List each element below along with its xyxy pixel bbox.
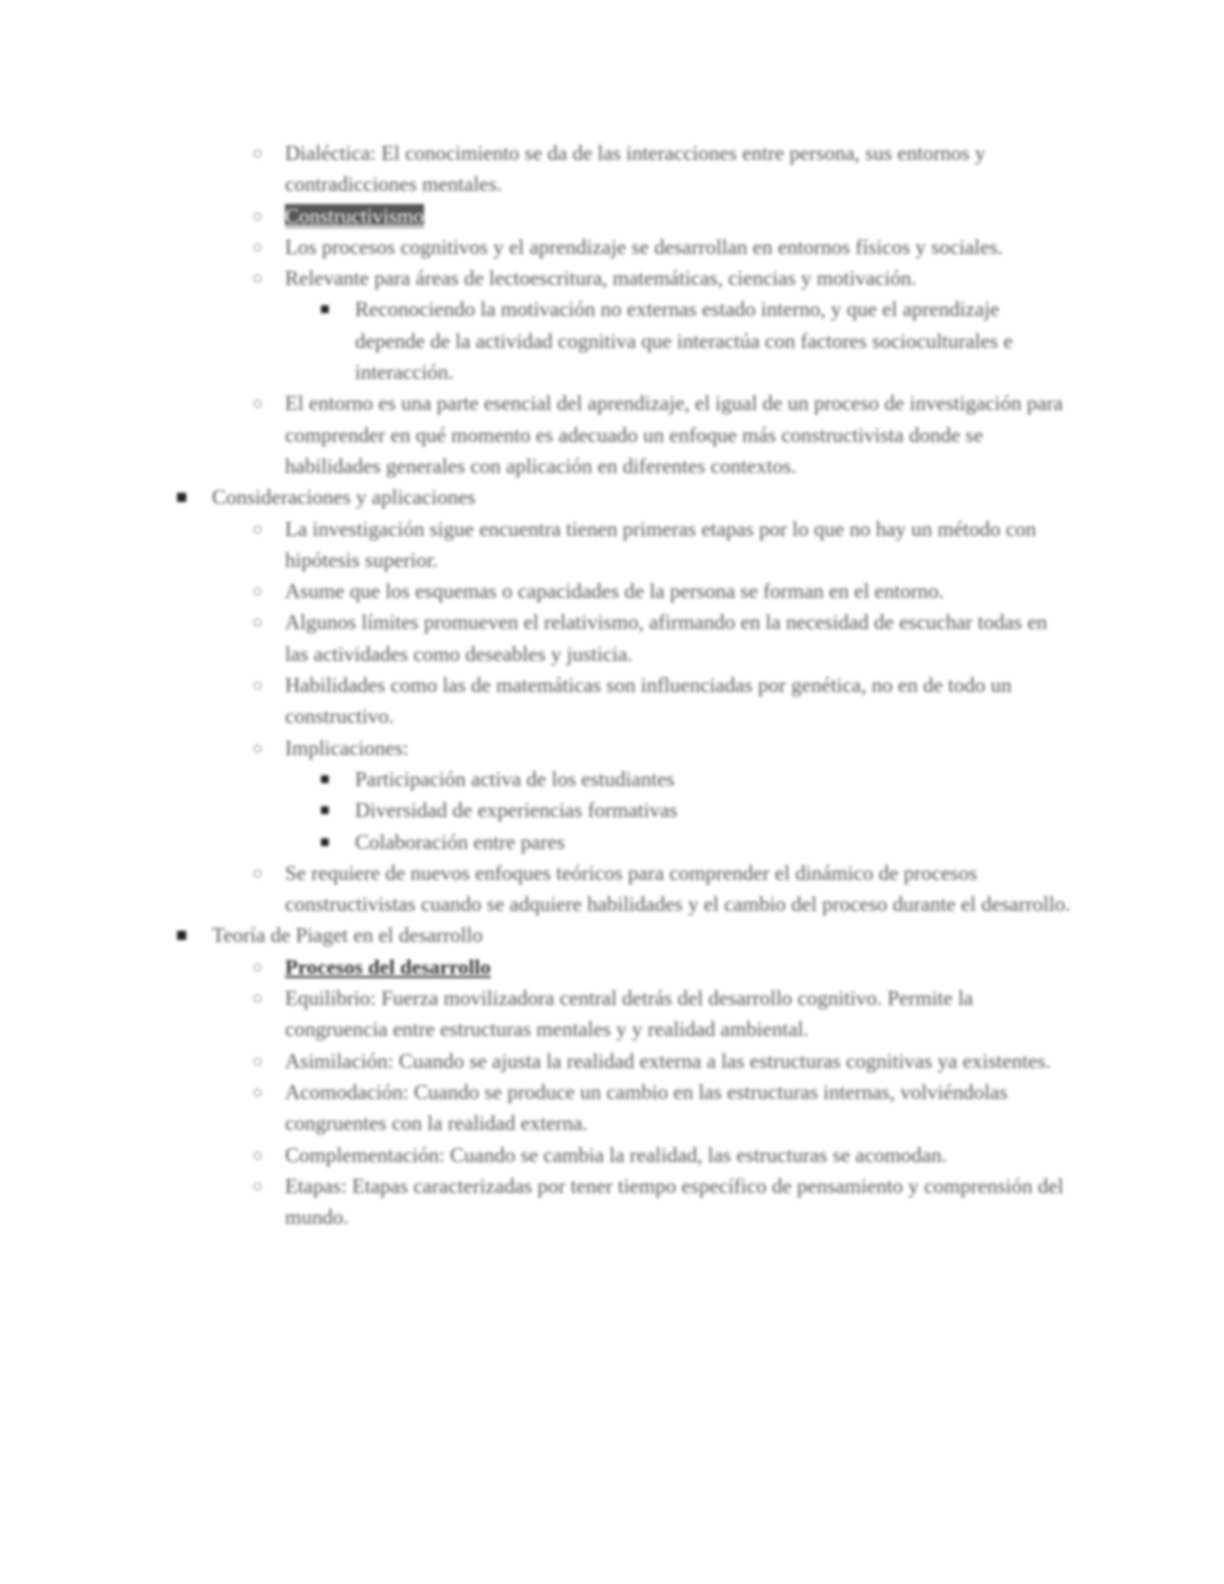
list-item xyxy=(0,1140,1224,1171)
list-item xyxy=(0,514,1224,577)
bullet-icon: ○ xyxy=(252,988,263,1009)
list-item xyxy=(0,733,1224,764)
list-item xyxy=(0,983,1224,1046)
bullet-icon: ■ xyxy=(176,925,188,947)
bullet-icon: ○ xyxy=(252,268,263,289)
list-item-text: Acomodación: Cuando se produce un cambio en las estructuras internas, volviéndolas congruentes con la realidad externa. xyxy=(285,1079,1008,1136)
bullet-icon: ○ xyxy=(252,1050,263,1071)
bullet-icon: ○ xyxy=(252,518,263,539)
bullet-icon: ■ xyxy=(320,833,330,851)
list-item xyxy=(0,263,1224,294)
list-item-text: Complementación: Cuando se cambia la realidad, las estructuras se acomodan. xyxy=(285,1142,947,1167)
list-item-text: Asimilación: Cuando se ajusta la realidad externa a las estructuras cognitivas ya existentes. xyxy=(285,1048,1051,1073)
list-item-text: Dialéctica: El conocimiento se da de las interacciones entre persona, sus entornos y contradicciones mentales. xyxy=(285,141,986,197)
bullet-icon: ■ xyxy=(176,487,188,509)
list-item-text: Consideraciones y aplicaciones xyxy=(212,485,476,510)
list-item xyxy=(0,1171,1224,1234)
list-item xyxy=(0,607,1224,670)
bullet-icon: ■ xyxy=(320,770,330,788)
list-item xyxy=(0,670,1224,733)
bullet-icon: ○ xyxy=(252,612,263,633)
bullet-icon: ○ xyxy=(252,205,263,226)
bullet-icon: ■ xyxy=(320,802,330,820)
list-item-text: Teoría de Piaget en el desarrollo xyxy=(212,923,483,948)
section-heading: Constructivismo xyxy=(285,203,424,228)
bullet-icon: ○ xyxy=(252,143,263,163)
list-item-text: Diversidad de experiencias formativas xyxy=(355,798,678,823)
bullet-icon: ○ xyxy=(252,956,263,977)
list-item-text: Etapas: Etapas caracterizadas por tener tiempo específico de pensamiento y comprensión del mundo. xyxy=(285,1173,1064,1230)
bullet-icon: ○ xyxy=(252,1144,263,1165)
list-item-text: Habilidades como las de matemáticas son influenciadas por genética, no en de todo un constructivo. xyxy=(285,673,1012,729)
bullet-icon: ○ xyxy=(252,236,263,257)
list-item xyxy=(0,952,1224,983)
bullet-icon: ○ xyxy=(252,862,263,883)
list-item-text: El entorno es una parte esencial del aprendizaje, el igual de un proceso de investigación para comprender en qué momento es adecuado un enfoque más constructivista donde se habilidades generales con aplicación en diferentes contextos. xyxy=(285,391,1063,478)
list-item xyxy=(0,858,1224,921)
bullet-icon: ○ xyxy=(252,737,263,758)
list-item-text: Colaboración entre pares xyxy=(355,829,565,854)
list-item-text: Algunos límites promueven el relativismo, afirmando en la necesidad de escuchar todas en las actividades como deseables y justicia. xyxy=(285,610,1048,666)
list-item xyxy=(0,294,1224,388)
list-item-text: Relevante para áreas de lectoescritura, matemáticas, ciencias y motivación. xyxy=(285,266,917,291)
document-page xyxy=(0,138,1224,1233)
list-item-text: Los procesos cognitivos y el aprendizaje se desarrollan en entornos físicos y sociales. xyxy=(285,234,1003,259)
list-item xyxy=(0,1077,1224,1140)
list-item-text: Se requiere de nuevos enfoques teóricos para comprender el dinámico de procesos constructivistas cuando se adquiere habilidades y el cambio del proceso durante el desarrollo. xyxy=(285,860,1071,917)
bullet-icon: ○ xyxy=(252,1081,263,1102)
list-item-text: Participación activa de los estudiantes xyxy=(355,766,675,791)
list-item-text: Reconociendo la motivación no externas estado interno, y que el aprendizaje depende de la actividad cognitiva que interactúa con factores socioculturales e interacción. xyxy=(355,297,1013,385)
list-item xyxy=(0,201,1224,232)
list-item xyxy=(0,1046,1224,1077)
list-item-text: Implicaciones: xyxy=(285,735,409,760)
list-item xyxy=(0,388,1224,482)
list-item xyxy=(0,764,1224,795)
list-item xyxy=(0,482,1224,513)
list-item-text: Asume que los esquemas o capacidades de la persona se forman en el entorno. xyxy=(285,579,944,604)
bullet-icon: ○ xyxy=(252,581,263,602)
list-item-text: La investigación sigue encuentra tienen primeras etapas por lo que no hay un método con hipótesis superior. xyxy=(285,516,1037,572)
list-item xyxy=(0,795,1224,826)
list-item xyxy=(0,138,1224,201)
list-item xyxy=(0,827,1224,858)
list-item xyxy=(0,576,1224,607)
list-item-text: Equilibrio: Fuerza movilizadora central detrás del desarrollo cognitivo. Permite la congruencia entre estructuras mentales y y realidad ambiental. xyxy=(285,986,974,1042)
section-heading: Procesos del desarrollo xyxy=(285,954,491,979)
bullet-icon: ○ xyxy=(252,1175,263,1196)
list-item xyxy=(0,232,1224,263)
list-item xyxy=(0,920,1224,951)
bullet-icon: ■ xyxy=(320,301,330,319)
bullet-icon: ○ xyxy=(252,675,263,696)
bullet-icon: ○ xyxy=(252,393,263,414)
